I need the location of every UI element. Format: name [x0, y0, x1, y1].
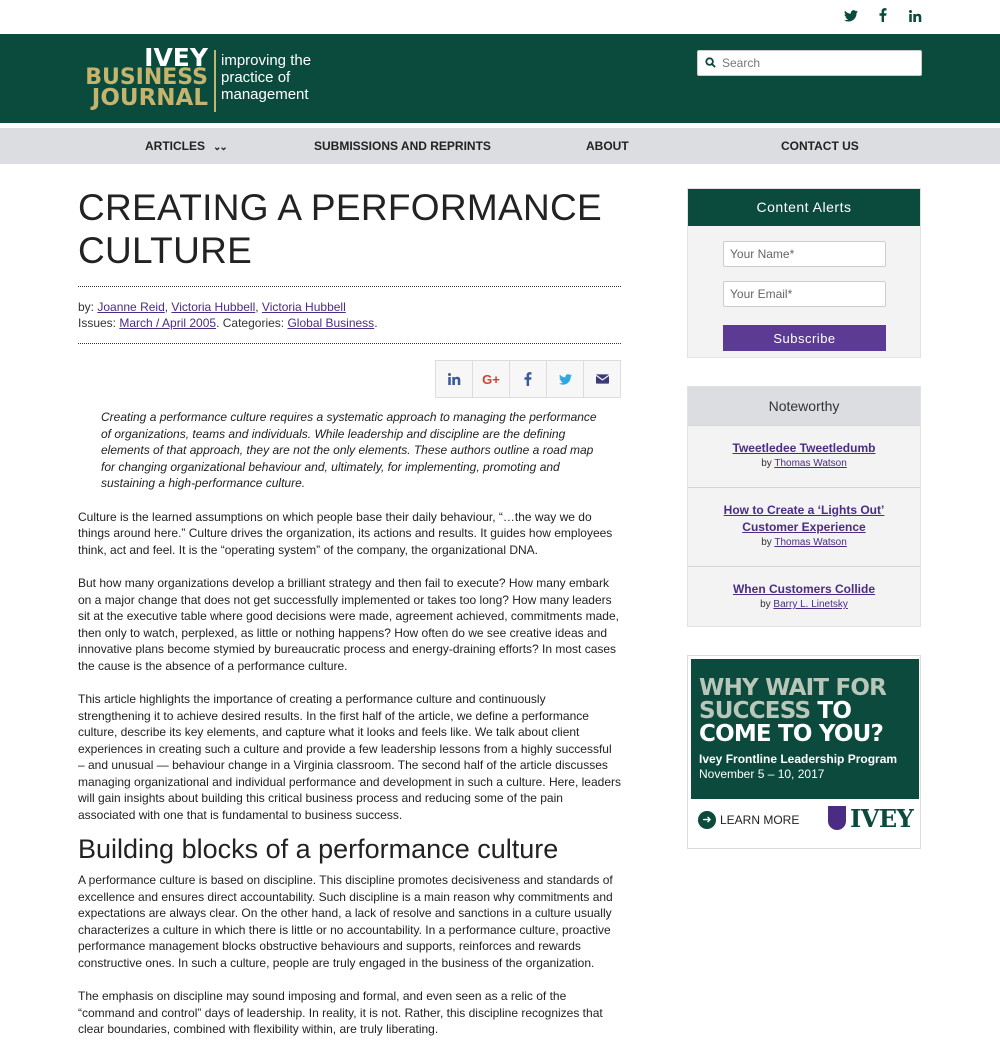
ad-program-date: November 5 – 10, 2017	[699, 767, 825, 781]
noteworthy-widget	[687, 386, 921, 627]
site-logo[interactable]	[78, 43, 318, 114]
issues-label: Issues:	[78, 316, 117, 330]
ivey-program-ad[interactable]	[687, 655, 921, 849]
nav-articles[interactable]	[145, 128, 226, 164]
issue-line: Issues: March / April 2005. Categories: Global Business.	[78, 316, 378, 330]
noteworthy-byline	[688, 598, 920, 612]
chevron-down-icon: ⌄⌄	[213, 142, 226, 153]
issue-link[interactable]: March / April 2005	[119, 316, 217, 330]
ad-program-name: Ivey Frontline Leadership Program	[699, 752, 898, 766]
by-label: by	[760, 599, 771, 610]
ad-headline-line-2b: TO	[810, 698, 852, 724]
by-label: by:	[78, 300, 95, 314]
search-input[interactable]	[722, 51, 917, 75]
author-link[interactable]: Thomas Watson	[774, 537, 847, 548]
email-field[interactable]	[723, 281, 886, 307]
content-alerts-title: Content Alerts	[688, 189, 920, 226]
ad-headline-line-2a: SUCCESS	[699, 698, 811, 724]
envelope-icon	[596, 374, 609, 384]
linkedin-icon[interactable]	[908, 8, 922, 26]
ad-headline	[699, 677, 886, 746]
search-box	[697, 50, 922, 76]
site-header	[0, 34, 1000, 123]
divider	[78, 343, 621, 344]
logo-wordmark	[78, 43, 208, 111]
ad-headline-line-1: WHY WAIT FOR	[699, 675, 887, 701]
divider	[78, 286, 621, 287]
article	[78, 186, 621, 1055]
author-link[interactable]: Thomas Watson	[774, 458, 847, 469]
share-bar	[78, 360, 621, 398]
title-line-2: CULTURE	[78, 230, 253, 271]
tagline-line-3: management	[221, 86, 309, 103]
arrow-right-icon: ➜	[698, 811, 716, 829]
paragraph: This article highlights the importance of creating a performance culture and continuously strengthening it to achieve desired results. In the first half of the article, we define a performance culture, describe its key elements, and capture what it looks and feels like. We talk about client experiences in creating such a culture and provide a few leadership lessons from a highly successful – and unusual — behaviour change in a Virginia classroom. The second half of the article discusses managing organizational and individual performance and development in such a culture. Here, leaders will gain insights about building this critical business process and reducing some of the pain associated with one that is fundamental to business success.	[78, 692, 621, 822]
share-googleplus-button[interactable]	[472, 360, 510, 398]
article-meta	[78, 299, 621, 331]
top-bar	[0, 0, 1000, 34]
ad-headline-line-3: COME TO YOU?	[699, 721, 884, 747]
learn-more-link[interactable]	[698, 811, 799, 829]
list-item	[688, 425, 920, 487]
twitter-icon[interactable]	[844, 8, 858, 26]
noteworthy-byline	[688, 457, 920, 471]
share-facebook-button[interactable]	[509, 360, 547, 398]
content-alerts-widget	[687, 188, 921, 358]
share-email-button[interactable]	[583, 360, 621, 398]
noteworthy-byline	[688, 536, 920, 550]
article-abstract: Creating a performance culture requires a systematic approach to managing the performance of organizations, teams and individuals. While leadership and discipline are the defining elements of that approach, they are not the only elements. These authors outline a road map for changing organizational behaviour and, ultimately, for implementing, promoting and sustaining a high-performance culture.	[101, 410, 597, 490]
subscribe-button[interactable]: Subscribe	[723, 325, 886, 351]
noteworthy-link[interactable]: How to Create a ‘Lights Out’ Customer Experience	[723, 503, 885, 534]
nav-submissions[interactable]: SUBMISSIONS AND REPRINTS	[314, 139, 491, 153]
name-field[interactable]	[723, 241, 886, 267]
share-linkedin-button[interactable]	[435, 360, 473, 398]
tagline-line-2: practice of	[221, 69, 291, 86]
categories-label: . Categories:	[216, 316, 285, 330]
logo-divider	[214, 50, 216, 112]
logo-tagline	[221, 52, 331, 103]
list-item	[688, 566, 920, 626]
nav-about[interactable]: ABOUT	[586, 139, 629, 153]
author-link[interactable]: Victoria Hubbell	[171, 300, 256, 314]
article-body	[78, 509, 621, 1038]
noteworthy-link[interactable]: When Customers Collide	[732, 582, 875, 596]
paragraph: Culture is the learned assumptions on which people base their daily behaviour, “…the way we do things around here.” Culture drives the organization, its actions and results. It guides how employees think, act and feel. It is the “operating system” of the company, the organizational DNA.	[78, 509, 613, 557]
author-link[interactable]: Joanne Reid	[97, 300, 165, 314]
noteworthy-title: Noteworthy	[688, 387, 920, 425]
twitter-icon	[559, 374, 572, 385]
tagline-line-1: improving the	[221, 52, 312, 69]
nav-articles-label: ARTICLES	[145, 139, 205, 153]
logo-line-1: IVEY	[144, 43, 208, 72]
facebook-icon	[524, 372, 532, 386]
google-plus-icon: G+	[482, 371, 500, 387]
author-link[interactable]: Barry L. Linetsky	[773, 599, 848, 610]
logo-line-3: JOURNAL	[91, 85, 208, 111]
search-icon	[705, 57, 716, 68]
noteworthy-link[interactable]: Tweetledee Tweetledumb	[732, 441, 876, 455]
social-links	[844, 8, 922, 26]
by-label: by	[761, 537, 772, 548]
ivey-crest-icon	[828, 806, 846, 830]
learn-more-label: LEARN MORE	[720, 813, 800, 827]
byline: by: Joanne Reid, Victoria Hubbell, Victoria Hubbell	[78, 300, 346, 314]
title-line-1: CREATING A PERFORMANCE	[78, 187, 602, 228]
main-nav	[0, 128, 1000, 164]
paragraph: The emphasis on discipline may sound imposing and formal, and even seen as a relic of the “command and control” days of leadership. In reality, it is not. Rather, this discipline recognizes that clear boundaries, combined with flexibility within, are truly liberating.	[78, 989, 603, 1036]
author-link[interactable]: Victoria Hubbell	[261, 300, 346, 314]
page-title	[78, 186, 621, 272]
share-twitter-button[interactable]	[546, 360, 584, 398]
section-heading: Building blocks of a performance culture	[78, 834, 559, 864]
paragraph: But how many organizations develop a brilliant strategy and then fail to execute? How many embark on a major change that does not get successfully implemented or takes too long? How many leaders sit at the executive table where good decisions were made, agreement achieved, commitments made, then only to watch, perplexed, as little or nothing happens? How often do we see creative ideas and innovative plans become stymied by bureaucratic process and energy-draining efforts? In most cases the cause is the absence of a performance culture.	[78, 576, 619, 673]
nav-contact[interactable]: CONTACT US	[781, 139, 859, 153]
logo-line-2: BUSINESS	[85, 65, 208, 90]
by-label: by	[761, 458, 772, 469]
facebook-icon[interactable]	[876, 8, 890, 26]
ivey-logo: IVEY	[850, 804, 914, 833]
linkedin-icon	[448, 373, 460, 385]
paragraph: A performance culture is based on discipline. This discipline promotes decisiveness and standards of excellence and ensures direct accountability. Such discipline is a main reason why commitments and expectations are always clear. On the other hand, a lack of resolve and sanctions in a culture usually characterizes a culture in which there is little or no accountability. In a performance culture, proactive performance management blocks obstructive behaviours and supports, reinforces and rewards constructive ones. In such a culture, people are truly engaged in the business of the organization.	[78, 873, 613, 970]
ad-banner	[691, 659, 919, 799]
list-item	[688, 487, 920, 566]
category-link[interactable]: Global Business	[287, 316, 375, 330]
